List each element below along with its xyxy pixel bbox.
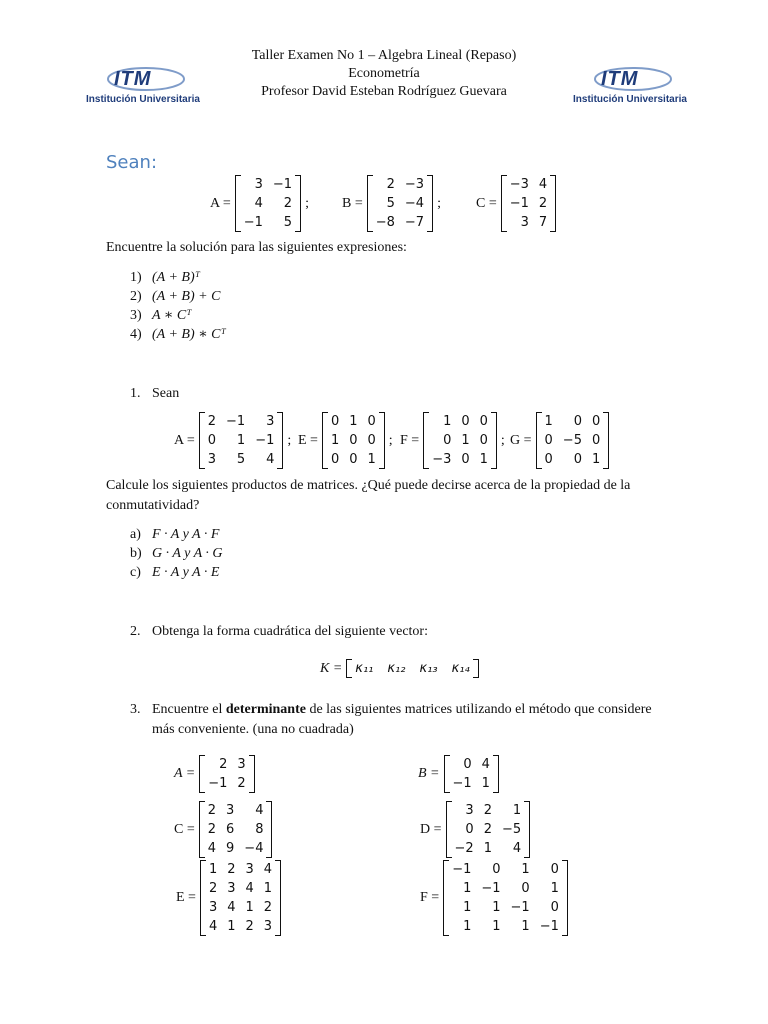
matrix-cell: 1 bbox=[521, 919, 530, 934]
instruction-text: Encuentre la solución para las siguientes expresiones: bbox=[106, 240, 407, 255]
matrix-cell: 0 bbox=[550, 900, 559, 915]
matrix-cell: −4 bbox=[404, 196, 425, 211]
matrix-label: B = bbox=[418, 766, 440, 781]
matrix-cell: 1 bbox=[463, 900, 472, 915]
matrix-cell: −1 bbox=[226, 414, 246, 429]
matrix-cell: −1 bbox=[509, 196, 529, 211]
matrix-cell: −1 bbox=[452, 862, 472, 877]
itm-logo-right bbox=[565, 66, 695, 110]
matrix-cell: 4 bbox=[208, 919, 218, 934]
matrix-cell: −5 bbox=[562, 433, 582, 448]
doc-professor: Profesor David Esteban Rodríguez Guevara bbox=[261, 84, 507, 99]
matrix-grid bbox=[449, 860, 562, 936]
matrix-cell: 2 bbox=[207, 803, 217, 818]
list-item bbox=[130, 306, 226, 325]
matrix-cell: 2 bbox=[207, 822, 217, 837]
list-item-expression: F · A y A · F bbox=[152, 527, 220, 542]
matrix-cell: 1 bbox=[544, 414, 553, 429]
list-item bbox=[130, 268, 226, 287]
matrix-cell: 0 bbox=[443, 433, 452, 448]
matrix-cell: 0 bbox=[550, 862, 559, 877]
matrix-cell: 3 bbox=[207, 452, 217, 467]
matrix-cell: 4 bbox=[538, 177, 548, 192]
matrix-cell: 3 bbox=[237, 757, 246, 772]
question-1-text: Calcule los siguientes productos de matrices. ¿Qué puede decirse acerca de la propiedad de la conmutatividad? bbox=[106, 478, 631, 513]
matrix-cell: 1 bbox=[367, 452, 376, 467]
matrix-cell: 1 bbox=[349, 414, 358, 429]
list-item-expression: (A + B)ᵀ bbox=[152, 270, 201, 285]
matrix-cell: 3 bbox=[245, 862, 254, 877]
matrix-label: E = bbox=[298, 432, 318, 448]
matrix-cell: 1 bbox=[227, 919, 236, 934]
matrix-block bbox=[420, 801, 530, 858]
matrix-cell: 1 bbox=[463, 919, 472, 934]
matrix-cell: 1 bbox=[492, 919, 501, 934]
list-item-number: 2) bbox=[130, 289, 142, 304]
matrix-brackets bbox=[536, 412, 610, 469]
matrix-cell: −5 bbox=[501, 822, 522, 837]
matrix-grid bbox=[206, 860, 275, 936]
matrix-cell: 2 bbox=[263, 900, 273, 915]
matrix-cell: 3 bbox=[465, 803, 474, 818]
matrix-cell: 1 bbox=[330, 433, 340, 448]
matrix-cell: 0 bbox=[330, 414, 340, 429]
matrix-block bbox=[476, 175, 556, 232]
question-1-title: Sean bbox=[152, 386, 180, 401]
matrix-cell: 3 bbox=[520, 215, 529, 230]
matrix-block bbox=[174, 412, 291, 469]
matrix-label: F = bbox=[400, 432, 420, 448]
matrix-label: D = bbox=[420, 821, 442, 837]
matrix-cell: −1 bbox=[208, 776, 228, 791]
matrix-cell: 4 bbox=[245, 881, 254, 896]
matrix-cell: 3 bbox=[227, 881, 236, 896]
matrix-block bbox=[342, 175, 441, 232]
matrix-cell: 0 bbox=[367, 414, 376, 429]
itm-logo-text: ITM bbox=[601, 68, 639, 90]
matrix-cell: −1 bbox=[255, 433, 275, 448]
matrix-cell: 0 bbox=[465, 822, 474, 837]
matrix-block bbox=[420, 860, 568, 936]
matrix-cell: 0 bbox=[330, 452, 340, 467]
vector-entry: κ₁₃ bbox=[419, 661, 438, 676]
list-item bbox=[130, 287, 226, 306]
matrix-cell: 0 bbox=[544, 452, 553, 467]
matrix-cell: 4 bbox=[512, 841, 522, 856]
matrix-cell: 0 bbox=[461, 414, 470, 429]
matrix-label: G = bbox=[510, 432, 532, 448]
matrix-grid bbox=[205, 801, 267, 858]
matrix-cell: 4 bbox=[266, 452, 275, 467]
matrix-grid bbox=[205, 412, 278, 469]
matrix-cell: 9 bbox=[226, 841, 235, 856]
matrix-brackets bbox=[200, 860, 281, 936]
matrix-cell: 1 bbox=[208, 862, 218, 877]
matrix-cell: −1 bbox=[243, 215, 263, 230]
matrix-label: A = bbox=[174, 432, 195, 448]
matrix-cell: 3 bbox=[254, 177, 263, 192]
matrix-cell: 3 bbox=[208, 900, 218, 915]
matrix-separator: ; bbox=[388, 432, 393, 448]
matrix-block bbox=[510, 412, 609, 469]
matrix-cell: 5 bbox=[236, 452, 246, 467]
matrix-cell: 0 bbox=[521, 881, 530, 896]
matrix-cell: 8 bbox=[255, 822, 264, 837]
matrix-cell: 0 bbox=[461, 452, 470, 467]
matrix-brackets bbox=[367, 175, 433, 232]
list-item bbox=[130, 563, 223, 582]
list-item-number: 4) bbox=[130, 327, 142, 342]
matrix-cell: 7 bbox=[538, 215, 548, 230]
product-list bbox=[130, 525, 223, 582]
matrix-separator: ; bbox=[287, 432, 292, 448]
vector-entries bbox=[352, 659, 472, 678]
matrix-brackets bbox=[199, 801, 273, 858]
matrix-grid bbox=[429, 412, 491, 469]
matrix-cell: 2 bbox=[208, 881, 218, 896]
matrix-block bbox=[174, 801, 272, 858]
matrix-cell: 1 bbox=[245, 900, 254, 915]
matrix-cell: 2 bbox=[386, 177, 395, 192]
matrix-cell: 0 bbox=[591, 414, 601, 429]
list-item-number: a) bbox=[130, 527, 141, 542]
section-title-sean: Sean: bbox=[106, 152, 158, 173]
q3-text-pre: Encuentre el bbox=[152, 702, 226, 717]
matrix-block bbox=[400, 412, 505, 469]
question-2-text: Obtenga la forma cuadrática del siguiente vector: bbox=[152, 624, 428, 639]
list-item bbox=[130, 544, 223, 563]
matrix-cell: 0 bbox=[492, 862, 501, 877]
matrix-cell: 4 bbox=[207, 841, 217, 856]
itm-logo-left bbox=[78, 66, 208, 110]
matrix-cell: 1 bbox=[591, 452, 601, 467]
list-item-number: 3) bbox=[130, 308, 142, 323]
question-2-number: 2. bbox=[130, 624, 141, 639]
matrix-brackets bbox=[322, 412, 385, 469]
matrix-brackets bbox=[443, 860, 568, 936]
matrix-grid bbox=[205, 755, 248, 793]
matrix-cell: 3 bbox=[226, 803, 235, 818]
matrix-cell: 1 bbox=[479, 452, 488, 467]
matrix-cell: 1 bbox=[236, 433, 246, 448]
matrix-brackets bbox=[199, 412, 284, 469]
matrix-cell: −8 bbox=[375, 215, 395, 230]
matrix-cell: 0 bbox=[463, 757, 472, 772]
matrix-cell: 4 bbox=[263, 862, 273, 877]
matrix-cell: 0 bbox=[207, 433, 217, 448]
matrix-cell: −1 bbox=[272, 177, 293, 192]
list-item-expression: (A + B) ∗ Cᵀ bbox=[152, 327, 226, 342]
question-3-number: 3. bbox=[130, 702, 141, 717]
matrix-cell: 1 bbox=[461, 433, 470, 448]
vector-k bbox=[320, 659, 479, 678]
matrix-grid bbox=[452, 801, 525, 858]
matrix-cell: −1 bbox=[510, 900, 530, 915]
matrix-cell: 1 bbox=[521, 862, 530, 877]
matrix-separator: ; bbox=[500, 432, 505, 448]
matrix-label: A = bbox=[210, 195, 231, 211]
matrix-grid bbox=[450, 755, 493, 793]
matrix-cell: 0 bbox=[573, 452, 582, 467]
matrix-grid bbox=[542, 412, 604, 469]
matrix-cell: 0 bbox=[349, 433, 358, 448]
matrix-cell: 0 bbox=[573, 414, 582, 429]
q3-text-bold: determinante bbox=[225, 702, 306, 717]
matrix-cell: −2 bbox=[454, 841, 474, 856]
matrix-cell: 0 bbox=[349, 452, 358, 467]
matrix-cell: 4 bbox=[255, 803, 264, 818]
matrix-label: C = bbox=[476, 195, 497, 211]
doc-title: Taller Examen No 1 – Algebra Lineal (Repaso) bbox=[251, 48, 517, 63]
matrix-cell: 3 bbox=[263, 919, 273, 934]
matrix-cell: 1 bbox=[263, 881, 273, 896]
matrix-separator: ; bbox=[305, 195, 309, 211]
matrix-label: F = bbox=[420, 890, 440, 905]
matrix-cell: 1 bbox=[463, 881, 472, 896]
matrix-label: C = bbox=[174, 821, 195, 837]
matrix-brackets bbox=[501, 175, 556, 232]
doc-subject: Econometría bbox=[348, 66, 420, 81]
matrix-block bbox=[174, 755, 255, 793]
matrix-label: A = bbox=[174, 766, 196, 781]
matrix-block bbox=[210, 175, 309, 232]
matrix-brackets bbox=[446, 801, 531, 858]
matrix-cell: −3 bbox=[509, 177, 529, 192]
matrix-cell: 0 bbox=[367, 433, 376, 448]
matrix-cell: −1 bbox=[539, 919, 559, 934]
itm-logo-caption: Institución Universitaria bbox=[86, 94, 200, 105]
vector-entry: κ₁₁ bbox=[355, 661, 374, 676]
question-3-text bbox=[152, 700, 662, 740]
matrix-label: B = bbox=[342, 195, 363, 211]
matrix-brackets bbox=[235, 175, 301, 232]
matrix-cell: 4 bbox=[254, 196, 263, 211]
matrix-grid bbox=[507, 175, 550, 232]
matrix-brackets bbox=[199, 755, 254, 793]
question-1-number: 1. bbox=[130, 386, 141, 401]
matrix-cell: −3 bbox=[432, 452, 452, 467]
matrix-cell: 1 bbox=[481, 776, 490, 791]
matrix-brackets bbox=[423, 412, 497, 469]
matrix-cell: 2 bbox=[237, 776, 246, 791]
matrix-cell: 2 bbox=[483, 803, 492, 818]
matrix-cell: 2 bbox=[227, 862, 236, 877]
matrix-cell: −7 bbox=[404, 215, 425, 230]
matrix-cell: 0 bbox=[479, 433, 488, 448]
matrix-cell: 2 bbox=[483, 822, 492, 837]
matrix-cell: 5 bbox=[283, 215, 293, 230]
matrix-cell: 0 bbox=[544, 433, 553, 448]
vector-matrix bbox=[346, 659, 478, 678]
matrix-cell: 5 bbox=[386, 196, 395, 211]
matrix-cell: 2 bbox=[538, 196, 548, 211]
matrix-cell: −1 bbox=[481, 881, 501, 896]
matrix-cell: 3 bbox=[266, 414, 275, 429]
matrix-cell: 2 bbox=[245, 919, 254, 934]
list-item-expression: A ∗ Cᵀ bbox=[152, 308, 192, 323]
matrix-cell: 0 bbox=[479, 414, 488, 429]
list-item-expression: E · A y A · E bbox=[152, 565, 220, 580]
expression-list bbox=[130, 268, 226, 344]
matrix-block bbox=[298, 412, 393, 469]
matrix-cell: 1 bbox=[492, 900, 501, 915]
matrix-cell: 2 bbox=[207, 414, 217, 429]
list-item-number: b) bbox=[130, 546, 142, 561]
list-item-expression: G · A y A · G bbox=[152, 546, 223, 561]
vector-entry: κ₁₂ bbox=[387, 661, 406, 676]
matrix-cell: −3 bbox=[404, 177, 425, 192]
matrix-block bbox=[418, 755, 499, 793]
matrix-cell: 1 bbox=[550, 881, 559, 896]
matrix-cell: 0 bbox=[591, 433, 601, 448]
matrix-cell: 1 bbox=[443, 414, 452, 429]
matrix-cell: 2 bbox=[283, 196, 293, 211]
matrix-brackets bbox=[444, 755, 499, 793]
vector-label: K = bbox=[320, 660, 343, 676]
list-item-number: 1) bbox=[130, 270, 142, 285]
matrix-cell: 6 bbox=[226, 822, 235, 837]
matrix-cell: 4 bbox=[227, 900, 236, 915]
matrix-cell: 1 bbox=[483, 841, 492, 856]
matrix-cell: 1 bbox=[512, 803, 522, 818]
matrix-separator: ; bbox=[437, 195, 441, 211]
matrix-cell: 4 bbox=[481, 757, 490, 772]
matrix-cell: −1 bbox=[452, 776, 472, 791]
list-item bbox=[130, 325, 226, 344]
matrix-grid bbox=[328, 412, 379, 469]
q3-text-post: de las siguientes matrices utilizando el método que considere más conveniente. (una no cuadrada) bbox=[152, 702, 652, 737]
matrix-label: E = bbox=[176, 890, 196, 905]
itm-logo-caption: Institución Universitaria bbox=[573, 94, 687, 105]
matrix-block bbox=[176, 860, 281, 936]
itm-logo-text: ITM bbox=[114, 68, 152, 90]
matrix-cell: 2 bbox=[219, 757, 228, 772]
matrix-grid bbox=[241, 175, 295, 232]
list-item bbox=[130, 525, 223, 544]
vector-entry: κ₁₄ bbox=[451, 661, 470, 676]
list-item-number: c) bbox=[130, 565, 141, 580]
matrix-cell: −4 bbox=[244, 841, 264, 856]
list-item-expression: (A + B) + C bbox=[152, 289, 221, 304]
matrix-grid bbox=[373, 175, 427, 232]
